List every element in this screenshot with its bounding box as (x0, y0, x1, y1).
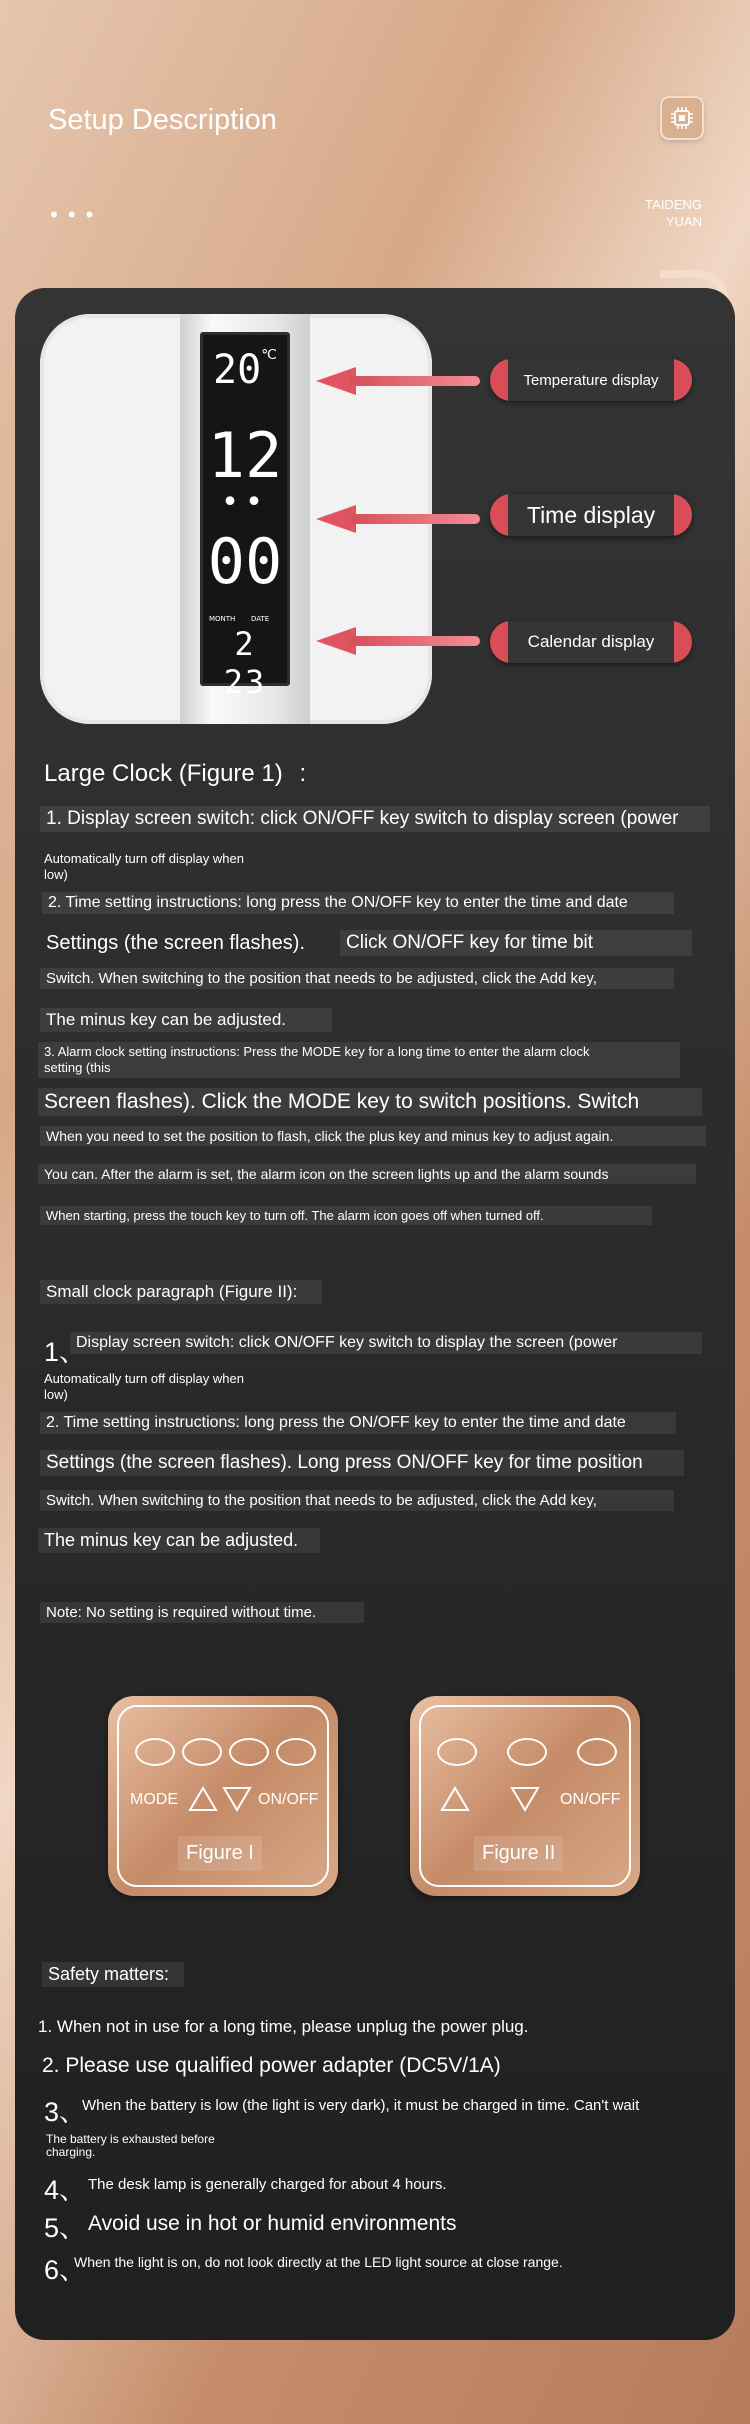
large-clock-line-10: Screen flashes). Click the MODE key to switch positions. Switch (38, 1088, 702, 1116)
up-triangle-icon (188, 1786, 218, 1812)
safety-item-5: Avoid use in hot or humid environments (88, 2212, 457, 2235)
brand-name (582, 196, 702, 230)
large-clock-line-11: When you need to set the position to flash, click the plus key and minus key to adjust again. (40, 1126, 706, 1146)
large-clock-line-5: Settings (the screen flashes). (46, 932, 306, 954)
lcd-calendar: 2 23 (223, 625, 267, 701)
large-clock-line-1: 1. Display screen switch: click ON/OFF key switch to display screen (power (40, 806, 710, 832)
temperature-display-tag: Temperature display (490, 359, 692, 401)
safety-number-6: 6、 (44, 2255, 87, 2285)
small-clock-line-3: low) (44, 1387, 68, 1402)
safety-item-1: 1. When not in use for a long time, please unplug the power plug. (38, 2017, 529, 2036)
page-title: Setup Description (48, 104, 277, 136)
more-menu-icon[interactable]: • • • (50, 202, 96, 227)
large-clock-line-3: low) (44, 867, 68, 882)
chip-icon[interactable] (660, 96, 704, 140)
figure-2-label: Figure II (474, 1836, 563, 1871)
time-display-tag: Time display (490, 494, 692, 536)
small-clock-line-7: The minus key can be adjusted. (38, 1528, 320, 1553)
small-clock-heading: Small clock paragraph (Figure II): (40, 1280, 322, 1304)
touch-key-oval-icon (182, 1738, 222, 1766)
figure-1-control-pad (108, 1696, 338, 1896)
small-clock-number-1: 1、 (44, 1337, 87, 1367)
large-clock-line-7: Switch. When switching to the position that needs to be adjusted, click the Add key, (40, 968, 674, 989)
arrow-shaft (350, 376, 480, 386)
safety-item-4: The desk lamp is generally charged for about 4 hours. (88, 2176, 447, 2193)
small-clock-line-4: 2. Time setting instructions: long press the ON/OFF key to enter the time and date (40, 1412, 676, 1434)
touch-key-oval-icon (437, 1738, 477, 1766)
lcd-hour: 12 (207, 419, 283, 492)
arrow-shaft (350, 514, 480, 524)
safety-number-4: 4、 (44, 2175, 87, 2205)
small-clock-line-2: Automatically turn off display when (44, 1371, 244, 1386)
large-clock-heading: Large Clock (Figure 1) : (44, 760, 307, 787)
up-triangle-icon (440, 1786, 470, 1812)
onoff-key-label: ON/OFF (560, 1791, 621, 1808)
touch-key-oval-icon (577, 1738, 617, 1766)
touch-key-oval-icon (276, 1738, 316, 1766)
safety-number-3: 3、 (44, 2097, 87, 2127)
large-clock-line-8: The minus key can be adjusted. (40, 1008, 332, 1032)
lcd-colon: •• (220, 485, 270, 520)
large-clock-line-4: 2. Time setting instructions: long press the ON/OFF key to enter the time and date (42, 892, 674, 914)
large-clock-line-13: When starting, press the touch key to turn off. The alarm icon goes off when turned off. (40, 1206, 652, 1225)
lcd-minute: 00 (207, 525, 283, 598)
lcd-date-label: DATE (251, 615, 270, 623)
safety-item-3: When the battery is low (the light is very dark), it must be charged in time. Can't wait (82, 2097, 640, 2114)
figure-1-label: Figure I (178, 1836, 262, 1871)
down-triangle-icon (222, 1786, 252, 1812)
arrow-shaft (350, 636, 480, 646)
down-triangle-icon (510, 1786, 540, 1812)
touch-key-oval-icon (229, 1738, 269, 1766)
small-clock-line-1: Display screen switch: click ON/OFF key switch to display the screen (power (70, 1332, 702, 1354)
mode-key-label: MODE (130, 1791, 178, 1808)
large-clock-line-12: You can. After the alarm is set, the alarm icon on the screen lights up and the alarm sounds (38, 1164, 696, 1184)
note-text: Note: No setting is required without time. (40, 1602, 364, 1623)
safety-item-3-cont: The battery is exhausted before (46, 2132, 215, 2146)
touch-key-oval-icon (135, 1738, 175, 1766)
small-clock-line-5: Settings (the screen flashes). Long press ON/OFF key for time position (40, 1450, 684, 1476)
large-clock-line-6: Click ON/OFF key for time bit (340, 930, 692, 956)
lcd-screen (200, 332, 290, 701)
figure-2-control-pad (410, 1696, 640, 1896)
large-clock-line-9: 3. Alarm clock setting instructions: Press the MODE key for a long time to enter the alarm clock setting (this (38, 1042, 680, 1078)
brand-line-1: TAIDENG (645, 197, 702, 212)
touch-key-oval-icon (507, 1738, 547, 1766)
calendar-display-tag: Calendar display (490, 621, 692, 663)
safety-item-2: 2. Please use qualified power adapter (DC5V/1A) (42, 2054, 501, 2077)
brand-line-2: YUAN (665, 214, 702, 229)
safety-number-5: 5、 (44, 2213, 87, 2243)
large-clock-line-2: Automatically turn off display when (44, 851, 244, 866)
safety-item-3-cont-2: charging. (46, 2145, 96, 2159)
safety-heading: Safety matters: (42, 1962, 184, 1987)
lcd-temperature: 20℃ (213, 347, 277, 393)
onoff-key-label: ON/OFF (258, 1791, 319, 1808)
small-clock-line-6: Switch. When switching to the position that needs to be adjusted, click the Add key, (40, 1490, 674, 1511)
safety-item-6: When the light is on, do not look directly at the LED light source at close range. (74, 2254, 563, 2270)
lcd-month-label: MONTH (209, 615, 236, 623)
